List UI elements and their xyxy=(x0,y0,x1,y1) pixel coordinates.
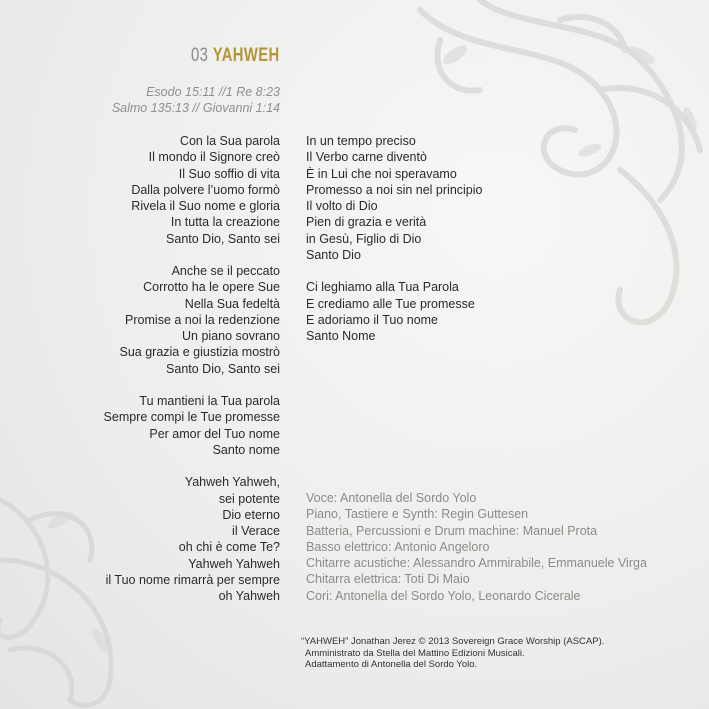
lyric-line: oh chi è come Te? xyxy=(178,540,280,555)
lyric-line: Yahweh Yahweh xyxy=(188,556,280,571)
lyric-line: Pien di grazia e verità xyxy=(306,215,427,230)
credit-line: Batteria, Percussioni e Drum machine: Manuel Prota xyxy=(306,523,598,538)
credit-line: Voce: Antonella del Sordo Yolo xyxy=(306,491,477,505)
lyric-line: Santo Dio, Santo sei xyxy=(166,231,280,246)
lyric-line: sei potente xyxy=(218,491,280,506)
scripture-references xyxy=(112,84,280,116)
lyric-line: Santo nome xyxy=(212,442,280,457)
lyric-line: È in Lui che noi speravamo xyxy=(306,166,457,181)
lyric-line: Il mondo il Signore creò xyxy=(148,150,280,165)
lyric-line: Rivela il Suo nome e gloria xyxy=(131,199,280,213)
lyric-line: Il volto di Dio xyxy=(306,199,378,213)
track-number: 03 xyxy=(191,45,209,66)
copyright-line: Adattamento di Antonella del Sordo Yolo. xyxy=(305,659,478,670)
reference-line: Salmo 135:13 // Giovanni 1:14 xyxy=(111,101,280,115)
lyric-line: Dio eterno xyxy=(222,507,280,522)
lyric-line: Dalla polvere l’uomo formò xyxy=(131,182,280,197)
lyric-line: In un tempo preciso xyxy=(306,134,416,148)
lyric-line: Corrotto ha le opere Sue xyxy=(143,280,280,295)
chorus xyxy=(104,474,280,604)
lyric-line: Ci leghiamo alla Tua Parola xyxy=(306,280,459,295)
verse-3 xyxy=(306,133,482,263)
lyric-line: oh Yahweh xyxy=(218,589,280,603)
lyric-line: Santo Dio, Santo sei xyxy=(166,361,280,376)
track-title xyxy=(191,45,280,67)
lyrics-left-column xyxy=(104,133,280,604)
lyric-line: In tutta la creazione xyxy=(170,215,280,230)
credit-line: Cori: Antonella del Sordo Yolo, Leonardo Cicerale xyxy=(306,588,581,603)
lyric-line: E crediamo alle Tue promesse xyxy=(306,296,475,311)
lyric-line: Promise a noi la redenzione xyxy=(125,312,280,327)
reference-line: Esodo 15:11 //1 Re 8:23 xyxy=(146,85,280,99)
credit-line: Chitarra elettrica: Toti Di Maio xyxy=(306,572,470,587)
lyric-line: Santo Dio xyxy=(306,247,361,262)
lyric-line: il Verace xyxy=(232,524,280,538)
lyric-line: Promesso a noi sin nel principio xyxy=(306,182,483,197)
musician-credits xyxy=(306,490,647,604)
lyric-line: Sempre compi le Tue promesse xyxy=(103,410,280,425)
verse-1 xyxy=(104,133,280,247)
lyric-line: Sua grazia e giustizia mostrò xyxy=(119,345,280,360)
bridge xyxy=(306,279,482,344)
lyric-line: Anche se il peccato xyxy=(171,264,280,278)
lyric-line: Santo Nome xyxy=(306,329,376,343)
track-name: YAHWEH xyxy=(213,45,280,66)
lyric-line: Yahweh Yahweh, xyxy=(184,475,280,490)
verse-2 xyxy=(104,263,280,377)
credit-line: Chitarre acustiche: Alessandro Ammirabile, Emmanuele Virga xyxy=(306,556,647,570)
pre-chorus xyxy=(104,393,280,458)
lyric-line: Un piano sovrano xyxy=(182,329,280,343)
credit-line: Piano, Tastiere e Synth: Regin Guttesen xyxy=(306,507,529,522)
lyric-line: Tu mantieni la Tua parola xyxy=(139,394,280,408)
copyright-line: “YAHWEH” Jonathan Jerez © 2013 Sovereign Grace Worship (ASCAP). xyxy=(301,636,605,647)
lyric-line: il Tuo nome rimarrà per sempre xyxy=(105,572,280,587)
lyric-line: Il Verbo carne diventò xyxy=(306,150,427,165)
credit-line: Basso elettrico: Antonio Angeloro xyxy=(306,539,490,554)
lyric-line: Per amor del Tuo nome xyxy=(149,426,280,441)
lyric-line: Nella Sua fedeltà xyxy=(184,296,280,311)
copyright-line: Amministrato da Stella del Mattino Edizioni Musicali. xyxy=(305,647,525,659)
copyright-notice xyxy=(301,636,604,671)
lyric-line: Con la Sua parola xyxy=(179,134,280,148)
lyric-line: E adoriamo il Tuo nome xyxy=(306,312,439,327)
lyric-line: Il Suo soffio di vita xyxy=(178,166,280,181)
lyric-line: in Gesù, Figlio di Dio xyxy=(306,231,422,246)
lyrics-right-column xyxy=(306,133,482,344)
